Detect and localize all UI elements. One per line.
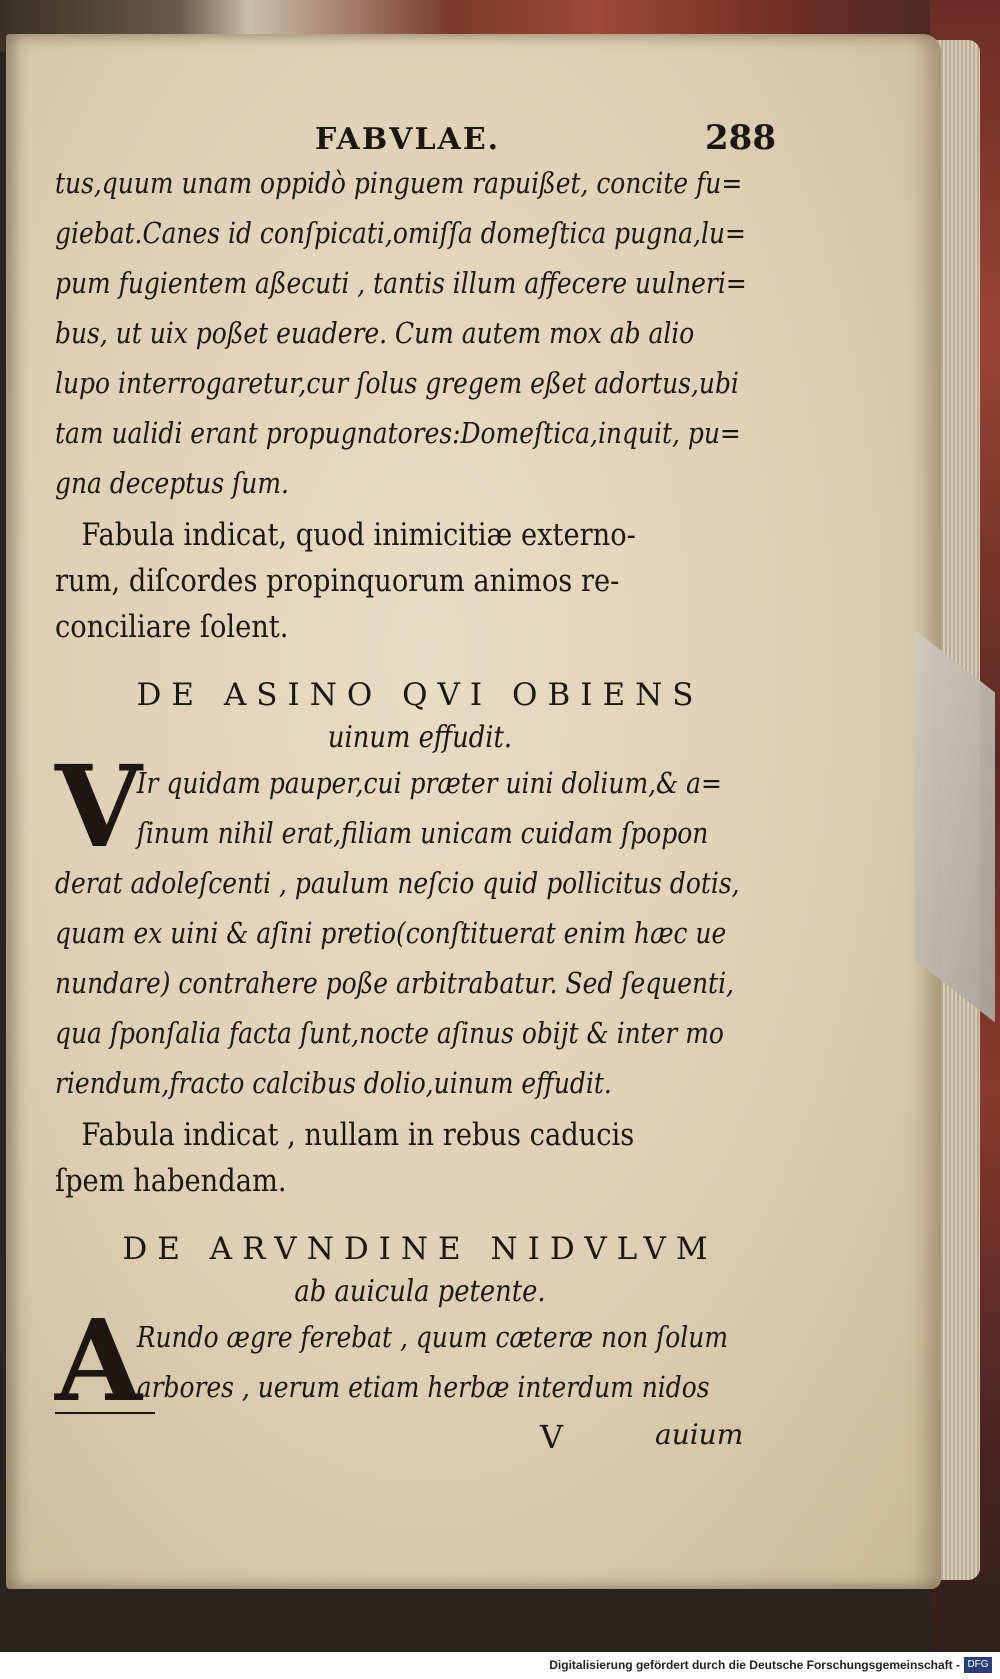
page-foot [55, 1412, 785, 1462]
rule-line [55, 1412, 155, 1414]
dfg-logo: DFG [964, 1657, 992, 1673]
fable-heading: DE ARVNDINE NIDVLVM [122, 1231, 718, 1267]
moral-line: ſpem habendam. [55, 1163, 287, 1199]
text-line: arbores , uerum etiam herbæ interdum nidos [136, 1370, 710, 1404]
fable2-moral [55, 1112, 785, 1204]
digitization-footer [0, 1652, 1000, 1679]
drop-cap: V [55, 742, 142, 873]
fable2-body [55, 742, 785, 1108]
text-line: bus, ut uix poßet euadere. Cum autem mox ab alio [55, 316, 695, 350]
text-line: derat adoleſcenti , paulum neſcio quid pollicitus dotis, [55, 866, 740, 900]
fable3-body [55, 1296, 785, 1427]
running-header [55, 108, 785, 158]
text-line: riendum,fracto calcibus dolio,uinum effudit. [55, 1066, 612, 1100]
fable-subheading: uinum effudit. [327, 720, 513, 755]
text-line: gna deceptus ſum. [55, 466, 289, 500]
text-line: pum fugientem aßecuti , tantis illum affecere uulneri= [55, 266, 747, 300]
catchword: auium [655, 1418, 744, 1451]
text-line: tus,quum unam oppidò pinguem rapuißet, concite fu= [55, 166, 743, 200]
running-title: FABVLAE. [315, 122, 501, 157]
fable-subheading: ab auicula petente. [294, 1274, 546, 1309]
footer-credit: Digitalisierung gefördert durch die Deutsche Forschungsgemeinschaft - [549, 1658, 960, 1672]
bookmark-strip [915, 630, 995, 1023]
text-line: qua ſponſalia facta ſunt,nocte aſinus obijt & inter mo [55, 1016, 724, 1050]
fable1-moral [55, 512, 785, 650]
page-text [55, 108, 785, 1462]
moral-line: conciliare ſolent. [55, 609, 289, 645]
text-line: tam ualidi erant propugnatores:Domeſtica,inquit, pu= [55, 416, 741, 450]
page-number: 288 [705, 118, 776, 158]
text-line: Ir quidam pauper,cui præter uini dolium,& a= [136, 766, 722, 800]
fable-heading: DE ASINO QVI OBIENS [136, 677, 704, 713]
moral-line: Fabula indicat, quod inimicitiæ externo- [81, 517, 636, 553]
moral-line: Fabula indicat , nullam in rebus caducis [81, 1117, 635, 1153]
text-line: ſinum nihil erat,filiam unicam cuidam ſpopon [136, 816, 709, 850]
signature-mark: V [540, 1418, 564, 1456]
text-line: Rundo ægre ferebat , quum cæteræ non ſolum [136, 1320, 728, 1354]
text-line: nundare) contrahere poße arbitrabatur. Sed ſequenti, [55, 966, 734, 1000]
moral-line: rum, diſcordes propinquorum animos re- [55, 563, 620, 599]
text-line: giebat.Canes id conſpicati,omiſſa domeſtica pugna,lu= [55, 216, 746, 250]
text-line: quam ex uini & aſini pretio(conſtituerat enim hæc ue [55, 916, 727, 950]
drop-cap: A [55, 1296, 142, 1427]
text-line: lupo interrogaretur,cur ſolus gregem eßet adortus,ubi [55, 366, 739, 400]
fable1-text [55, 158, 785, 508]
